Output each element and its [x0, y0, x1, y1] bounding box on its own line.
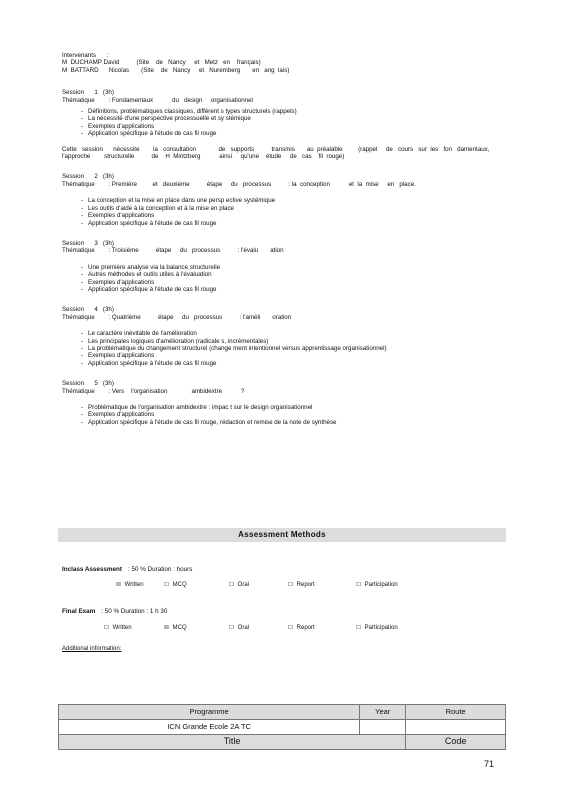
option-label: Participation: [364, 625, 398, 631]
intervenant-1: M DUCHAMP David (Site de Nancy et Metz en français): [62, 59, 261, 67]
option-oral[interactable]: [229, 625, 249, 632]
session-4: [62, 306, 506, 367]
table-row: [59, 720, 506, 735]
header-programme: Programme: [59, 705, 360, 720]
list-item: - Problématique de l'organisation ambidextre : impac t sur le design organisationnel: [81, 404, 506, 411]
header-year: Year: [360, 705, 406, 720]
option-mcq[interactable]: [164, 625, 187, 632]
session-items: [62, 330, 506, 367]
session-theme: Thématique : Première et deuxième étape du processus : la conception et la mise en place.: [62, 180, 416, 188]
inclass-options: [104, 582, 464, 590]
checkbox-icon[interactable]: ☐: [229, 625, 234, 631]
final-exam-label: Final Exam: [62, 608, 96, 615]
additional-information-label: Additional information:: [62, 646, 122, 652]
table-footer-row: [59, 735, 506, 750]
list-item: - Exemples d'applications: [81, 279, 506, 286]
list-item: - Les principales logiques d'amélioration (radicale s, incrémentales): [81, 338, 506, 345]
option-label: Written: [112, 625, 132, 631]
checkbox-icon[interactable]: ☐: [288, 625, 293, 631]
final-exam-details: : 50 % Duration : 1 h 30: [101, 608, 168, 615]
checkbox-icon[interactable]: ☐: [288, 582, 293, 588]
option-label: Oral: [237, 625, 250, 631]
option-label: Written: [124, 582, 144, 588]
session-theme: Thématique : Fondamentaux du design organisationnel: [62, 96, 253, 104]
session-2: [62, 173, 506, 226]
option-label: Oral: [237, 582, 250, 588]
option-written[interactable]: [104, 625, 132, 632]
session-3: [62, 240, 506, 293]
intervenant-2: M BATTARD Nicolas (Site de Nancy et Nuremberg en ang lais): [62, 66, 290, 74]
checkbox-icon[interactable]: ☐: [356, 582, 361, 588]
cell-route: [406, 720, 506, 735]
list-item: - Le caractère inévitable de l'amélioration: [81, 330, 506, 337]
option-label: Report: [296, 582, 315, 588]
checkbox-icon[interactable]: ☒: [116, 582, 121, 588]
list-item: - Exemples d'applications: [81, 212, 506, 219]
session-items: [62, 264, 506, 294]
list-item: - Autres méthodes et outils utiles à l'évaluation: [81, 271, 506, 278]
session-note: Cette session nécessite la consultation de supports transmis au préalable (rappel de cours sur les fon damentaux, l'approche structurelle de H Mintzberg ainsi qu'une étude de cas fil rouge): [62, 145, 497, 161]
checkbox-icon[interactable]: ☐: [164, 582, 169, 588]
list-item: - Application spécifique à l'étude de cas fil rouge: [81, 360, 506, 367]
list-item: - Exemples d'applications: [81, 411, 506, 418]
checkbox-icon[interactable]: ☐: [356, 625, 361, 631]
option-report[interactable]: [288, 582, 315, 589]
header-route: Route: [406, 705, 506, 720]
list-item: - Définitions, problématiques classiques, différent s types structurels (rappels): [81, 108, 506, 115]
option-report[interactable]: [288, 625, 315, 632]
final-options: [104, 625, 464, 633]
footer-code: Code: [406, 735, 506, 750]
inclass-assessment-label: Inclass Assessment: [62, 566, 122, 573]
option-label: MCQ: [172, 625, 187, 631]
list-item: - Application spécifique à l'étude de cas fil rouge: [81, 220, 506, 227]
session-theme: Thématique : Quatrième étape du processus : l'améli oration: [62, 313, 292, 321]
list-item: - Exemples d'applications: [81, 352, 506, 359]
intervenants-label: Intervenants :: [62, 52, 109, 59]
list-item: - Une première analyse via la balance structurelle: [81, 264, 506, 271]
session-items: [62, 108, 506, 138]
option-label: Participation: [364, 582, 398, 588]
inclass-assessment-details: : 50 % Duration : hours: [127, 566, 193, 573]
list-item: - La problématique du changement structurel (change ment intentionnel versus apprentissage organisationnel): [81, 345, 506, 352]
table-header-row: [59, 705, 506, 720]
session-theme: Thématique : Troisième étape du processus : l'évalu ation: [62, 247, 284, 255]
session-1: [62, 89, 506, 160]
inclass-assessment-title: [62, 566, 192, 573]
list-item: - Exemples d'applications: [81, 123, 506, 130]
page-number: 71: [484, 759, 495, 769]
list-item: - Les outils d'aide à la conception et à la mise en place: [81, 205, 506, 212]
session-items: [62, 197, 506, 227]
session-header: Session 2 (3h): [62, 173, 114, 181]
programme-table: [58, 704, 506, 750]
session-header: Session 5 (3h): [62, 380, 114, 388]
option-oral[interactable]: [229, 582, 249, 589]
session-header: Session 4 (3h): [62, 306, 114, 314]
assessment-methods-heading: Assessment Methods: [58, 528, 506, 542]
list-item: - Application spécifique à l'étude de cas fil rouge, rédaction et remise de la note de synthèse: [81, 419, 506, 426]
option-participation[interactable]: [356, 582, 398, 589]
option-participation[interactable]: [356, 625, 398, 632]
session-header: Session 1 (3h): [62, 89, 114, 97]
checkbox-icon[interactable]: ☒: [164, 625, 169, 631]
session-header: Session 3 (3h): [62, 239, 114, 247]
list-item: - Application spécifique à l'étude de cas fil rouge: [81, 286, 506, 293]
checkbox-icon[interactable]: ☐: [104, 625, 109, 631]
option-label: Report: [296, 625, 315, 631]
cell-programme: ICN Grande Ecole 2A TC: [59, 720, 360, 735]
list-item: - La conception et la mise en place dans une persp ective systémique: [81, 197, 506, 204]
option-mcq[interactable]: [164, 582, 187, 589]
list-item: - Application spécifique à l'étude de cas fil rouge: [81, 130, 506, 137]
session-items: [62, 404, 506, 426]
option-label: MCQ: [172, 582, 187, 588]
cell-year: [360, 720, 406, 735]
checkbox-icon[interactable]: ☐: [229, 582, 234, 588]
option-written[interactable]: [116, 582, 144, 589]
session-theme: Thématique : Vers l'organisation ambidextre ?: [62, 387, 245, 395]
course-content: [62, 52, 506, 426]
session-5: [62, 380, 506, 426]
footer-title: Title: [59, 735, 406, 750]
final-exam-title: [62, 608, 167, 615]
list-item: - La nécessité d'une perspective processuelle et sy stémique: [81, 115, 506, 122]
